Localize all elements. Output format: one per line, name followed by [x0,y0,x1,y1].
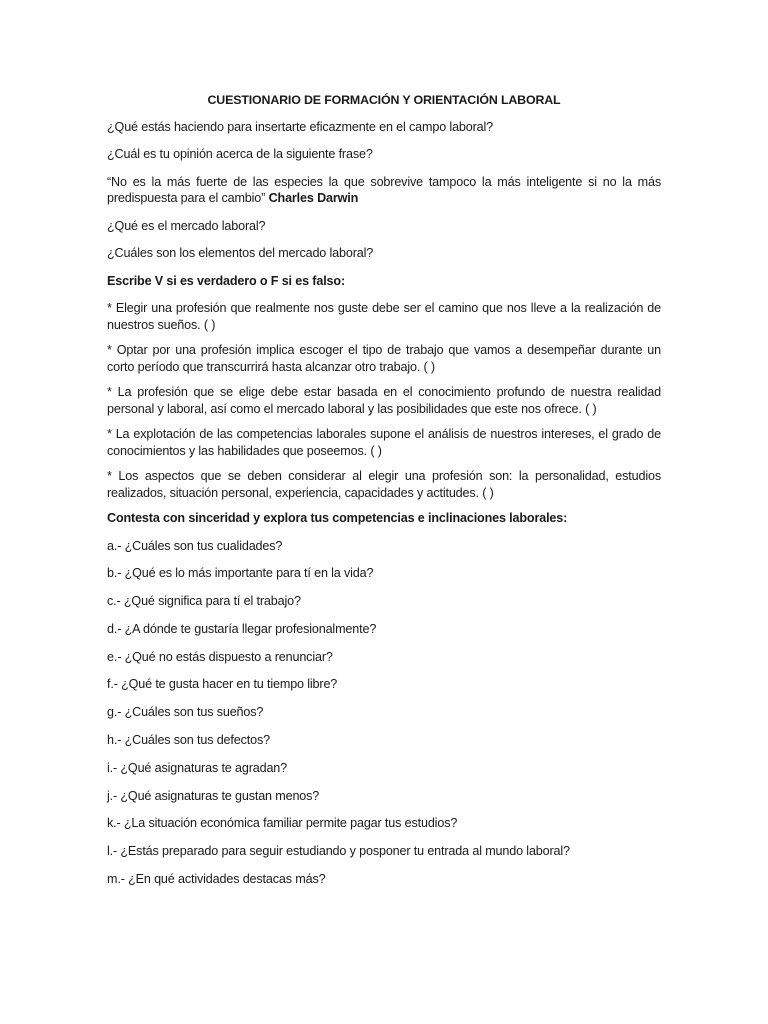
question-1: ¿Qué estás haciendo para insertarte eficazmente en el campo laboral? [107,119,494,134]
darwin-quote [107,174,661,207]
tf-statement-3: * La profesión que se elige debe estar basada en el conocimiento profundo de nuestra realidad personal y laboral, así como el mercado laboral y las posibilidades que este nos ofrece. ( ) [107,385,661,416]
reflection-item: g.- ¿Cuáles son tus sueños? [107,705,264,720]
reflection-item: a.- ¿Cuáles son tus cualidades? [107,538,283,553]
tf-statement-4: * La explotación de las competencias laborales supone el análisis de nuestros intereses, el grado de conocimientos y las habilidades que poseemos. ( ) [107,427,661,458]
reflection-heading: Contesta con sinceridad y explora tus competencias e inclinaciones laborales: [107,511,568,525]
reflection-item: l.- ¿Estás preparado para seguir estudiando y posponer tu entrada al mundo laboral? [107,844,570,859]
reflection-item: k.- ¿La situación económica familiar permite pagar tus estudios? [107,816,458,831]
tf-statement-5: * Los aspectos que se deben considerar al elegir una profesión son: la personalidad, estudios realizados, situación personal, experiencia, capacidades y actitudes. ( ) [107,469,661,500]
document-title: CUESTIONARIO DE FORMACIÓN Y ORIENTACIÓN LABORAL [207,93,561,107]
reflection-item: f.- ¿Qué te gusta hacer en tu tiempo libre? [107,677,338,692]
quote-author: Charles Darwin [268,191,359,205]
reflection-item: m.- ¿En qué actividades destacas más? [107,872,326,887]
quote-text: “No es la más fuerte de las especies la que sobrevive tampoco la más inteligente si no la más predispuesta para el cambio” [107,174,661,205]
reflection-item: e.- ¿Qué no estás dispuesto a renunciar? [107,649,333,664]
reflection-item: c.- ¿Qué significa para tí el trabajo? [107,594,301,609]
true-false-heading: Escribe V si es verdadero o F si es falso: [107,273,345,288]
question-4: ¿Cuáles son los elementos del mercado laboral? [107,246,374,260]
reflection-item: j.- ¿Qué asignaturas te gustan menos? [107,788,320,803]
tf-statement-1: * Elegir una profesión que realmente nos guste debe ser el camino que nos lleve a la realización de nuestros sueños. ( ) [107,301,661,332]
question-3: ¿Qué es el mercado laboral? [107,218,266,233]
document-page [107,92,661,899]
reflection-item: i.- ¿Qué asignaturas te agradan? [107,760,288,775]
reflection-item: h.- ¿Cuáles son tus defectos? [107,733,270,748]
tf-statement-2: * Optar por una profesión implica escoger el tipo de trabajo que vamos a desempeñar durante un corto período que transcurrirá hasta alcanzar otro trabajo. ( ) [107,343,661,374]
reflection-item: b.- ¿Qué es lo más importante para tí en la vida? [107,566,374,581]
reflection-item: d.- ¿A dónde te gustaría llegar profesionalmente? [107,621,377,636]
question-2: ¿Cuál es tu opinión acerca de la siguiente frase? [107,147,373,161]
